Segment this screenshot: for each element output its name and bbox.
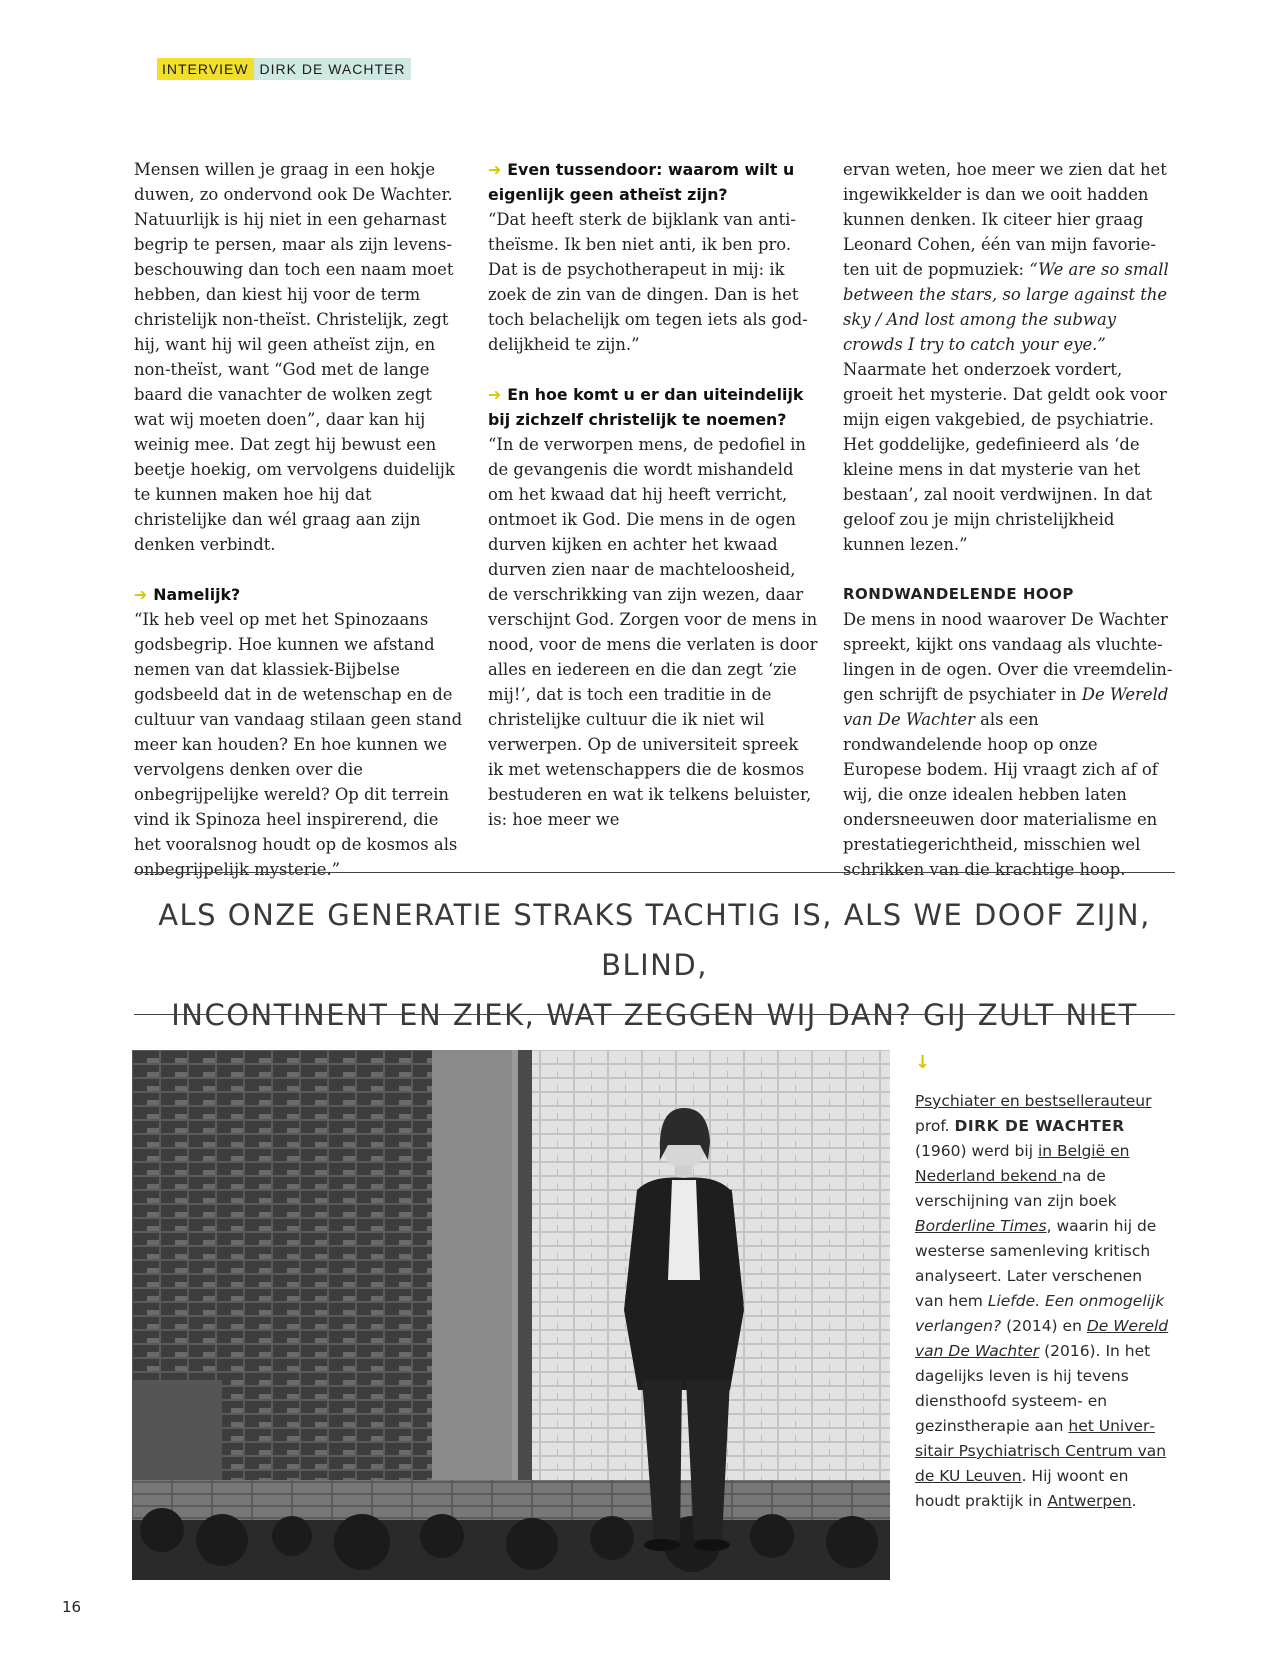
bio-link-belgie[interactable]: in België en Nederland bekend: [915, 1142, 1130, 1185]
question-heading: ➔ En hoe komt u er dan uiteindelijk bij zichzelf christelijk te noemen?: [488, 385, 804, 429]
bio-link-upc[interactable]: het Universitair Psychiatrisch Centrum van de KU Leuven: [915, 1417, 1167, 1485]
book-title-liefde: Liefde. Een onmogelijk verlangen?: [915, 1292, 1165, 1335]
bio-link-antwerpen[interactable]: Antwerpen: [1047, 1492, 1132, 1510]
answer-paragraph: ervan weten, hoe meer we zien dat het ingewikkelder is dan we ooit hadden kunnen denken. Ik citeer hier graag Leonard Cohen, één van mijn favorieten uit de popmuziek: “We are so small between the stars, so large against the sky / And lost among the subway crowds I try to catch your eye.” Naarmate het onderzoek vordert, groeit het mysterie. Dat geldt ook voor mijn eigen vakgebied, de psychiatrie. Het goddelijke, gedefinieerd als ‘de kleine mens in dat mysterie van het bestaan’, zal nooit verdwijnen. In dat geloof zou je mijn christelijkheid kunnen lezen.”: [843, 160, 1169, 554]
arrow-down-icon: ↓: [915, 1052, 931, 1073]
article-column-3: [843, 157, 1173, 882]
author-bio: [915, 1050, 1175, 1514]
question-heading: ➔ Namelijk?: [134, 585, 241, 604]
cohen-quote: “We are so small between the stars, so large against the sky / And lost among the subway crowds I try to catch your eye.”: [843, 260, 1169, 354]
body-paragraph: De mens in nood waarover De Wachter spreekt, kijkt ons vandaag als vluchtelingen in de ogen. Over die vreemdelingen schrijft de psychiater in De Wereld van De Wachter als een rondwandelende hoop op onze Europese bodem. Hij vraagt zich af of wij, die onze idealen hebben laten ondersneeuwen door materialisme en prestatiegerichtheid, misschien wel schrikken van die krachtige hoop.: [843, 610, 1173, 879]
book-title: De Wereld van De Wachter: [843, 685, 1169, 729]
interview-subject: DIRK DE WACHTER: [254, 58, 412, 80]
arrow-right-icon: ➔: [488, 160, 502, 179]
article-column-1: [134, 157, 464, 882]
question-heading: ➔ Even tussendoor: waarom wilt u eigenlijk geen atheïst zijn?: [488, 160, 795, 204]
pull-quote-line-1: ALS ONZE GENERATIE STRAKS TACHTIG IS, ALS WE DOOF ZIJN, BLIND,: [158, 898, 1151, 982]
pull-quote-line-2: INCONTINENT EN ZIEK, WAT ZEGGEN WIJ DAN? GIJ ZULT NIET: [171, 998, 1138, 1032]
answer-paragraph: “Dat heeft sterk de bijklank van anti-theïsme. Ik ben niet anti, ik ben pro. Dat is de psychotherapeut in mij: ik zoek de zin van de dingen. Dan is het toch belachelijk om tegen iets als goddelijkheid te zijn.”: [488, 210, 808, 354]
book-link-borderline-times[interactable]: Borderline Times: [915, 1217, 1047, 1235]
answer-paragraph: “Ik heb veel op met het Spinozaans godsbegrip. Hoe kunnen we afstand nemen van dat klassiek-Bijbelse godsbeeld dat in de wetenschap en de cultuur van vandaag stilaan geen stand meer kan houden? En hoe kunnen we vervolgens denken over die onbegrijpelijke wereld? Op dit terrein vind ik Spinoza heel inspirerend, die het vooralsnog houdt op de kosmos als onbegrijpelijk mysterie.”: [134, 610, 463, 879]
arrow-right-icon: ➔: [134, 585, 148, 604]
arrow-right-icon: ➔: [488, 385, 502, 404]
divider-bottom: [134, 1014, 1175, 1015]
section-header: [157, 58, 411, 80]
subheading: RONDWANDELENDE HOOP: [843, 585, 1074, 603]
author-name: DIRK DE WACHTER: [954, 1117, 1125, 1135]
portrait-photo: [132, 1050, 890, 1580]
divider-top: [134, 872, 1175, 873]
book-link-wereld[interactable]: De Wereld van De Wachter: [915, 1317, 1169, 1360]
answer-paragraph: “In de verworpen mens, de pedofiel in de gevangenis die wordt mishandeld om het kwaad dat hij heeft verricht, ontmoet ik God. Die mens in de ogen durven kijken en achter het kwaad durven zien naar de machteloosheid, de verschrikking van zijn wezen, daar verschijnt God. Zorgen voor de mens in nood, voor de mens die verlaten is door alles en iedereen en die dan zegt ‘zie mij!’, dat is toch een traditie in de christelijke cultuur die ik niet wil verwerpen. Op de universiteit spreek ik met wetenschappers die de kosmos bestuderen en wat ik telkens beluister, is: hoe meer we: [488, 435, 818, 829]
page-number: 16: [62, 1598, 82, 1616]
bio-text: Psychiater en bestsellerauteur prof. DIRK DE WACHTER (1960) werd bij in België en Nederland bekend na de verschijning van zijn boek Borderline Times, waarin hij de westerse samenleving kritisch analyseert. Later verschenen van hem Liefde. Een onmogelijk verlangen? (2014) en De Wereld van De Wachter (2016). In het dagelijks leven is hij tevens diensthoofd systeem- en gezinstherapie aan het Universitair Psychiatrisch Centrum van de KU Leuven. Hij woont en houdt praktijk in Antwerpen.: [915, 1092, 1169, 1510]
section-tag: INTERVIEW: [157, 58, 254, 80]
article-column-2: [488, 157, 818, 832]
intro-paragraph: Mensen willen je graag in een hokje duwen, zo ondervond ook De Wachter. Natuurlijk is hij niet in een geharnast begrip te persen, maar als zijn levensbeschouwing dan toch een naam moet hebben, dan kiest hij voor de term christelijk non-theïst. Christelijk, zegt hij, want hij wil geen atheïst zijn, en non-theïst, want “God met de lange baard die vanachter de wolken zegt wat wij moeten doen”, daar kan hij weinig mee. Dat zegt hij bewust een beetje hoekig, om vervolgens duidelijk te kunnen maken hoe hij dat christelijke dan wél graag aan zijn denken verbindt.: [134, 160, 455, 554]
